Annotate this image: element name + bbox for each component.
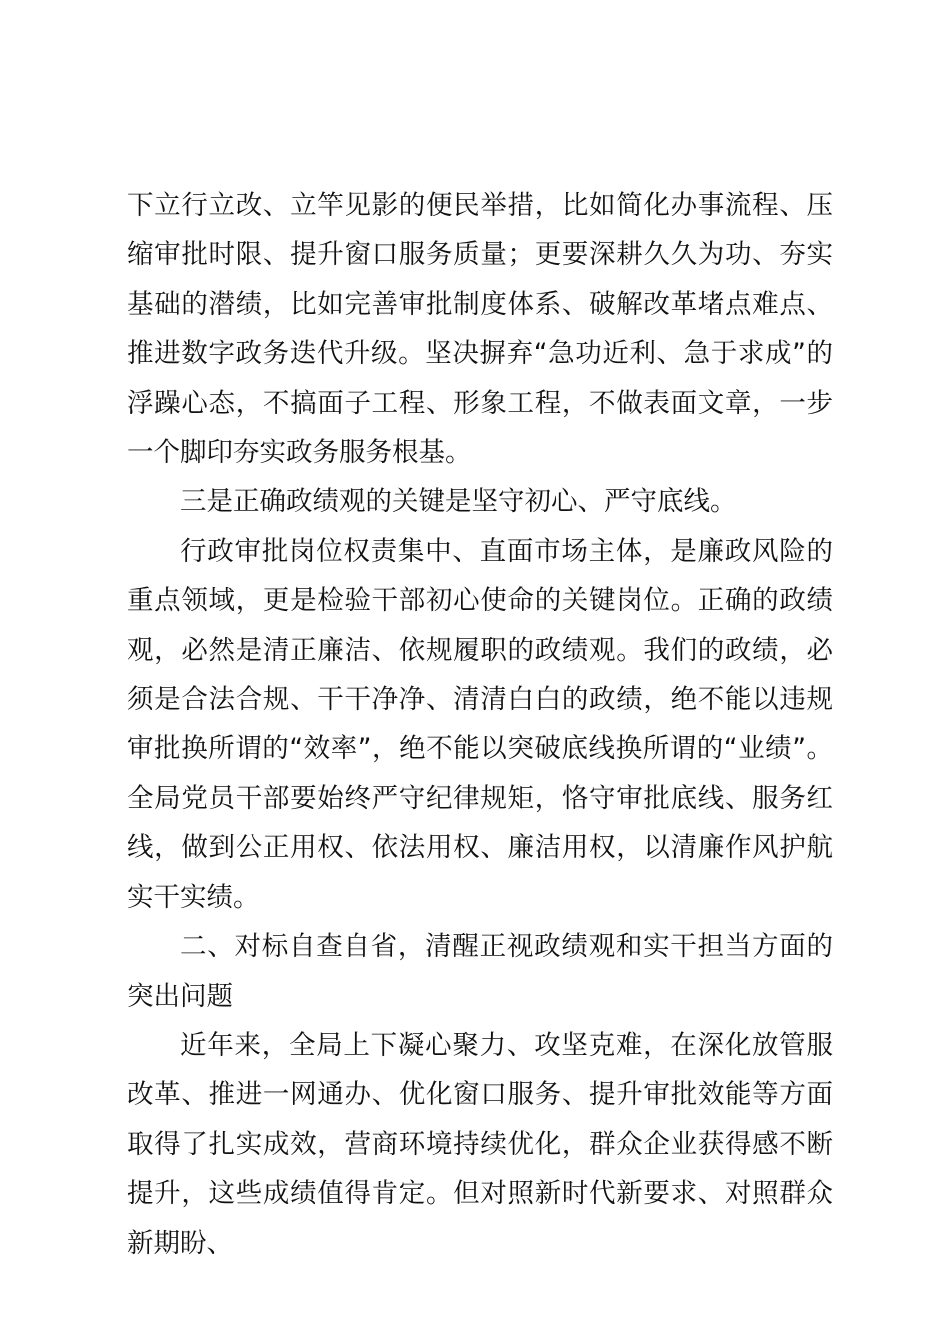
paragraph-heading-three: 三是正确政绩观的关键是坚守初心、严守底线。: [180, 486, 737, 518]
section-heading-two: 二、对标自查自省，清醒正视政绩观和实干担当方面的突出问题: [127, 931, 833, 1012]
paragraph-achievements: 近年来，全局上下凝心聚力、攻坚克难，在深化放管服改革、推进一网通办、优化窗口服务、提升审批效能等方面取得了扎实成效，营商环境持续优化，群众企业获得感不断提升，这些成绩值得肯定。但对照新时代新要求、对照群众新期盼、: [127, 1029, 833, 1259]
paragraph-integrity: 行政审批岗位权责集中、直面市场主体，是廉政风险的重点领域，更是检验干部初心使命的关键岗位。正确的政绩观，必然是清正廉洁、依规履职的政绩观。我们的政绩，必须是合法合规、干干净净、清清白白的政绩，绝不能以违规审批换所谓的“效率”，绝不能以突破底线换所谓的“业绩”。全局党员干部要始终严守纪律规矩，恪守审批底线、服务红线，做到公正用权、依法用权、廉洁用权，以清廉作风护航实干实绩。: [127, 535, 833, 913]
document-body: [127, 181, 833, 1268]
paragraph-continued: 下立行立改、立竿见影的便民举措，比如简化办事流程、压缩审批时限、提升窗口服务质量；更要深耕久久为功、夯实基础的潜绩，比如完善审批制度体系、破解改革堵点难点、推进数字政务迭代升级。坚决摒弃“急功近利、急于求成”的浮躁心态，不搞面子工程、形象工程，不做表面文章，一步一个脚印夯实政务服务根基。: [127, 190, 833, 469]
